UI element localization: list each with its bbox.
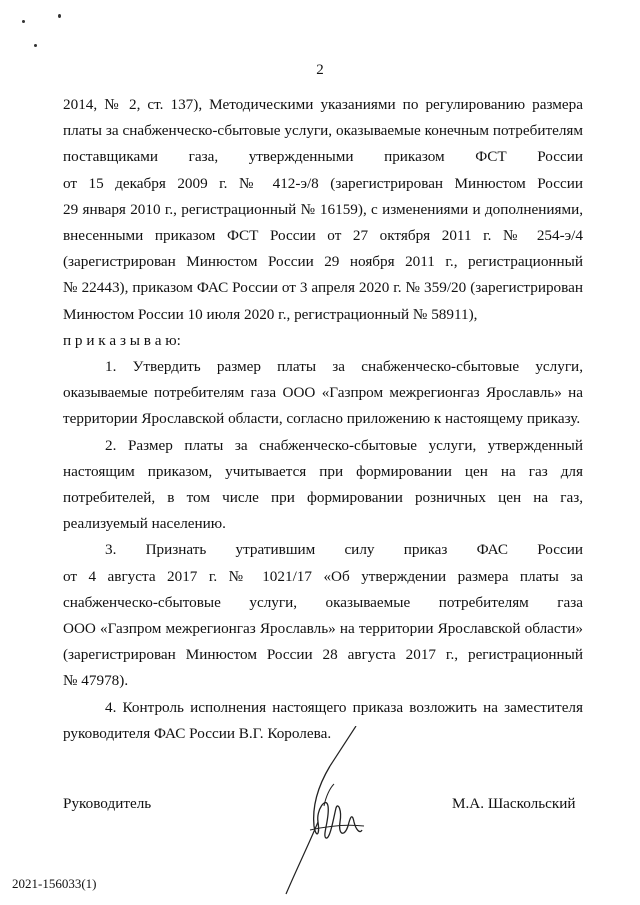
text-line: от 4 августа 2017 г. № 1021/17 «Об утверждении размера платы за <box>63 567 583 585</box>
document-id: 2021-156033(1) <box>12 876 97 891</box>
scan-speck <box>22 20 25 23</box>
text-line: № 22443), приказом ФАС России от 3 апреля 2020 г. № 359/20 (зарегистрирован <box>63 279 583 297</box>
text-line: 2014, № 2, ст. 137), Методическими указаниями по регулированию размера <box>63 96 583 113</box>
scan-speck <box>58 14 61 18</box>
text-line: потребителей, в том числе при формировании розничных цен на газ, <box>63 489 583 506</box>
scan-speck <box>34 44 37 47</box>
text-line: руководителя ФАС России В.Г. Королева. <box>63 724 332 742</box>
text-line: 1. Утвердить размер платы за снабженческо-сбытовые услуги, <box>105 358 583 375</box>
text-line: 3. Признать утратившим силу приказ ФАС России <box>105 541 583 559</box>
text-line: внесенными приказом ФСТ России от 27 октября 2011 г. № 254-э/4 <box>63 227 583 244</box>
text-line: оказываемые потребителям газа ООО «Газпром межрегионгаз Ярославль» на <box>63 384 583 402</box>
text-line: реализуемый населению. <box>63 515 226 533</box>
text-line: снабженческо-сбытовые услуги, оказываемые потребителям газа <box>63 593 583 611</box>
text-line: от 15 декабря 2009 г. № 412-э/8 (зарегистрирован Минюстом России <box>63 174 583 192</box>
text-line: территории Ярославской области, согласно приложению к настоящему приказу. <box>63 410 581 428</box>
signatory-position: Руководитель <box>63 795 152 812</box>
text-line: № 47978). <box>63 672 129 690</box>
signatory-name: М.А. Шаскольский <box>452 795 576 812</box>
text-line: Минюстом России 10 июля 2020 г., регистрационный № 58911), <box>63 305 478 323</box>
text-line: платы за снабженческо-сбытовые услуги, оказываемые конечным потребителям <box>63 122 583 140</box>
text-line: настоящим приказом, учитывается при формировании цен на газ для <box>63 462 583 480</box>
text-line: 29 января 2010 г., регистрационный № 16159), с изменениями и дополнениями, <box>63 200 583 218</box>
text-line: 4. Контроль исполнения настоящего приказа возложить на заместителя <box>105 698 583 716</box>
text-line: (зарегистрирован Минюстом России 29 ноября 2011 г., регистрационный <box>63 253 583 271</box>
handwritten-signature <box>268 726 368 896</box>
text-line: ООО «Газпром межрегионгаз Ярославль» на территории Ярославской области» <box>63 620 583 637</box>
page-number: 2 <box>316 62 324 78</box>
text-line: (зарегистрирован Минюстом России 28 августа 2017 г., регистрационный <box>63 646 583 664</box>
text-line: 2. Размер платы за снабженческо-сбытовые услуги, утвержденный <box>105 436 583 454</box>
text-line: поставщиками газа, утвержденными приказом ФСТ России <box>63 148 583 166</box>
text-line: п р и к а з ы в а ю: <box>63 331 181 349</box>
